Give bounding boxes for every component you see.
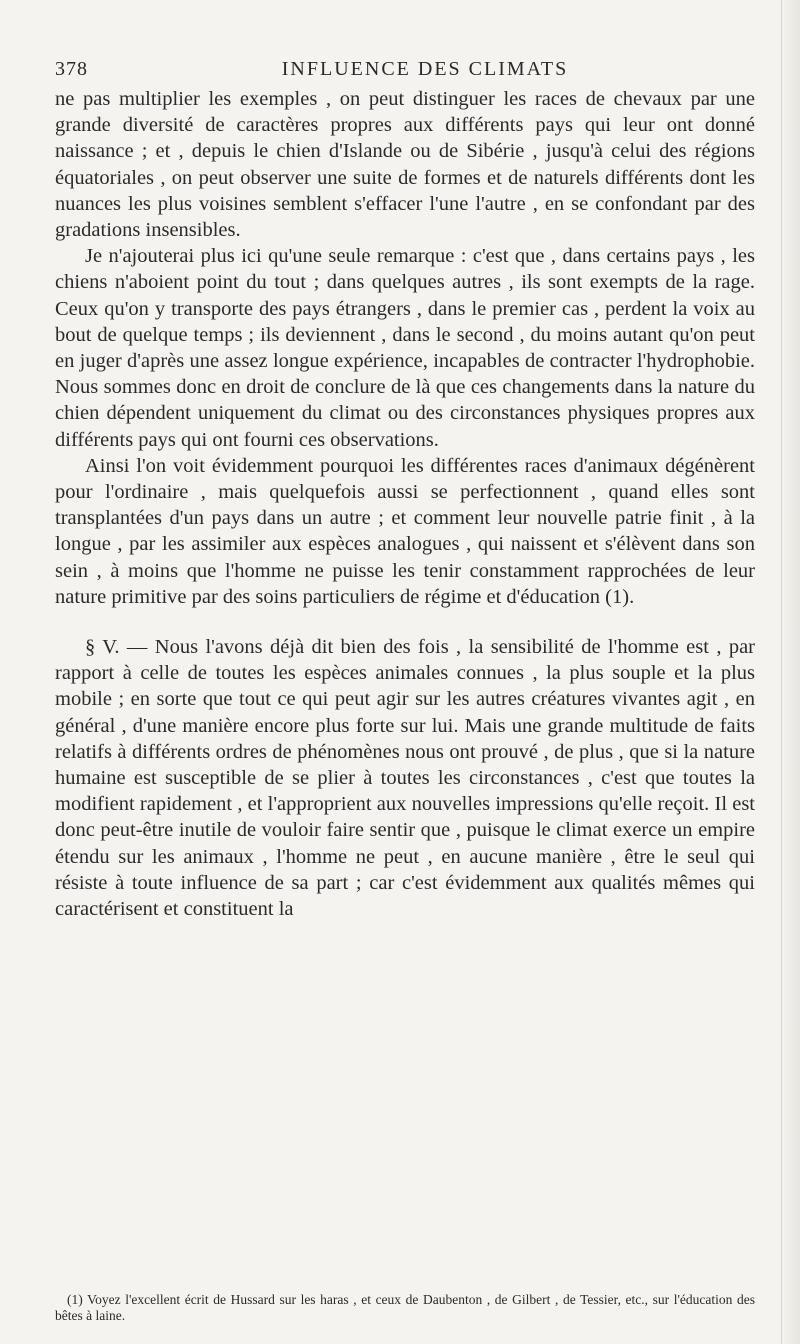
- body-text: [55, 86, 755, 922]
- running-title: INFLUENCE DES CLIMATS: [281, 58, 569, 80]
- footnote: (1) Voyez l'excellent écrit de Hussard sur les haras , et ceux de Daubenton , de Gilbert , de Tessier, etc., sur l'éducation des bêtes à laine.: [55, 1292, 755, 1323]
- page-edge: [781, 0, 800, 1344]
- page-header: [55, 58, 755, 88]
- paragraph-section-v: § V. — Nous l'avons déjà dit bien des fois , la sensibilité de l'homme est , par rapport à celle de toutes les espèces animales connues , la plus souple et la plus mobile ; en sorte que tout ce qui peut agir sur les autres créatures vivantes agit , en général , d'une manière encore plus forte sur lui. Mais une grande multitude de faits relatifs à différents ordres de phénomènes nous ont prouvé , de plus , que si la nature humaine est susceptible de se plier à toutes les circonstances , c'est que toutes la modifient rapidement , et l'approprient aux nouvelles impressions qu'elle reçoit. Il est donc peut-être inutile de vouloir faire sentir que , puisque le climat exerce un empire étendu sur les animaux , l'homme ne peut , en aucune manière , être le seul qui résiste à toute influence de sa part ; car c'est évidemment aux qualités mêmes qui caractérisent et constituent la: [55, 636, 755, 921]
- paragraph-chiens: Je n'ajouterai plus ici qu'une seule remarque : c'est que , dans certains pays , les chiens n'aboient point du tout ; dans quelques autres , ils sont exempts de la rage. Ceux qu'on y transporte des pays étrangers , dans le premier cas , perdent la voix au bout de quelque temps ; ils deviennent , dans le second , du moins autant qu'on peut en juger d'après une assez longue expérience, incapables de contracter l'hydrophobie. Nous sommes donc en droit de conclure de là que ces changements dans la nature du chien dépendent uniquement du climat ou des circonstances physiques propres aux différents pays qui ont fourni ces observations.: [55, 245, 755, 451]
- page-number: 378: [55, 58, 88, 80]
- paragraph-races: Ainsi l'on voit évidemment pourquoi les différentes races d'animaux dégénèrent pour l'ordinaire , mais quelquefois aussi se perfectionnent , quand elles sont transplantées d'un pays dans un autre ; et comment leur nouvelle patrie finit , à la longue , par les assimiler aux espèces analogues , qui naissent et s'élèvent dans son sein , à moins que l'homme ne puisse les tenir constamment rapprochées de leur nature primitive par des soins particuliers de régime et d'éducation (1).: [55, 454, 755, 608]
- paragraph-continued: ne pas multiplier les exemples , on peut distinguer les races de chevaux par une grande diversité de caractères propres aux différents pays qui leur ont donné naissance ; et , depuis le chien d'Islande ou de Sibérie , jusqu'à celui des régions équatoriales , on peut observer une suite de formes et de naturels différents dont les nuances les plus voisines semblent s'effacer l'une l'autre , en se confondant par des gradations insensibles.: [55, 88, 755, 242]
